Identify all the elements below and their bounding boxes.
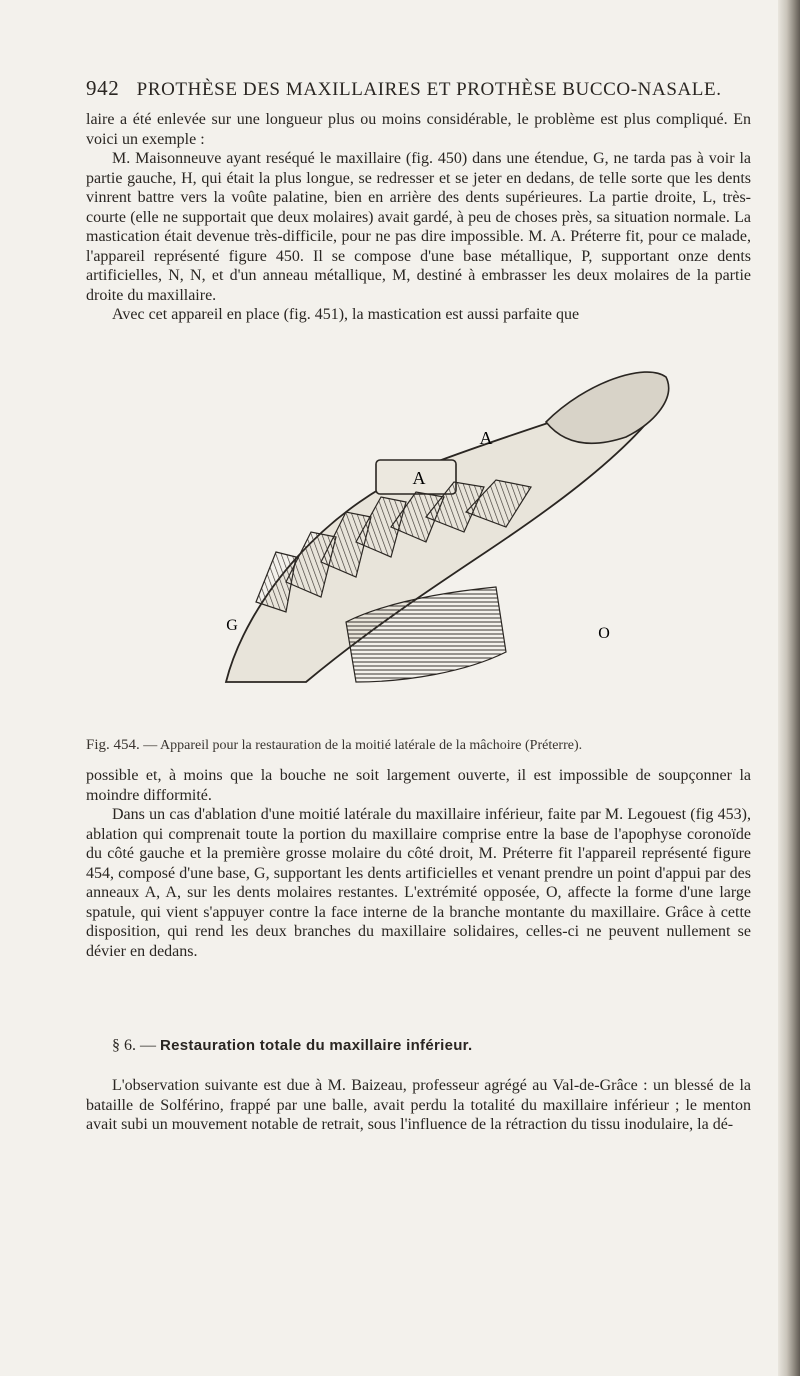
paragraph: laire a été enlevée sur une longueur plus ou moins considérable, le problème est plus compliqué. En voici un exemple : [86, 111, 751, 148]
paragraph: Dans un cas d'ablation d'une moitié latérale du maxillaire inférieur, faite par M. Legouest (fig 453), ablation qui comprenait toute la portion du maxillaire comprise entre la base de l'apophyse coronoïde du côté gauche et la première grosse molaire du côté droit, M. Préterre fit l'appareil représenté figure 454, composé d'une base, G, supportant les dents artificielles et venant prendre un point d'appui par des anneaux A, A, sur les dents molaires restantes. L'extrémité opposée, O, affecte la forme d'une large spatule, qui vient s'appuyer contre la face interne de la branche montante du maxillaire. Grâce à cette disposition, qui rend les deux branches du maxillaire solidaires, celles-ci ne peuvent nullement se dévier en dedans. [86, 806, 751, 960]
section-title: Restauration totale du maxillaire inférieur. [160, 1037, 473, 1054]
paragraph: possible et, à moins que la bouche ne soit largement ouverte, il est impossible de soupçonner la moindre difformité. [86, 767, 751, 804]
figure-caption [86, 737, 751, 754]
figure-label-g: G [226, 617, 238, 634]
figure-label-a: A [479, 428, 493, 448]
caption-text: — Appareil pour la restauration de la moitié latérale de la mâchoire (Préterre). [143, 738, 583, 753]
caption-label: Fig. 454. [86, 737, 140, 753]
spatula-end [546, 372, 669, 443]
figure-label-o: O [598, 625, 610, 642]
running-header [86, 76, 748, 101]
section-number: § 6. — [112, 1037, 156, 1054]
figure-label-a: A [412, 468, 426, 488]
section-heading [112, 1037, 752, 1055]
page-edge-shadow [778, 0, 800, 1376]
running-title: PROTHÈSE DES MAXILLAIRES ET PROTHÈSE BUCCO-NASALE. [136, 79, 722, 100]
page-number: 942 [86, 76, 120, 100]
text-block-middle [86, 766, 751, 961]
text-block-top [86, 110, 751, 325]
paragraph: Avec cet appareil en place (fig. 451), la mastication est aussi parfaite que [112, 306, 580, 323]
paragraph: M. Maisonneuve ayant reséqué le maxillaire (fig. 450) dans une étendue, G, ne tarda pas à voir la partie gauche, H, qui était la plus longue, se redresser et se jeter en dedans, de telle sorte que les dents vinrent battre vers la voûte palatine, bien en arrière des dents supérieures. La partie droite, L, très-courte (elle ne supportait que deux molaires) avait gardé, à peu de choses près, sa situation normale. La mastication était devenue très-difficile, pour ne pas dire impossible. M. A. Préterre fit, pour ce malade, l'appareil représenté figure 450. Il se compose d'une base métallique, P, supportant onze dents artificielles, N, N, et d'un anneau métallique, M, destiné à embrasser les deux molaires de la partie droite du maxillaire. [86, 150, 751, 304]
paragraph: L'observation suivante est due à M. Baizeau, professeur agrégé au Val-de-Grâce : un blessé de la bataille de Solférino, frappé par une balle, avait perdu la totalité du maxillaire inférieur ; le menton avait subi un mouvement notable de retrait, sous l'influence de la rétraction du tissu inodulaire, la dé- [86, 1077, 751, 1133]
text-block-bottom [86, 1076, 751, 1135]
figure-454-dental-appliance [186, 352, 676, 732]
